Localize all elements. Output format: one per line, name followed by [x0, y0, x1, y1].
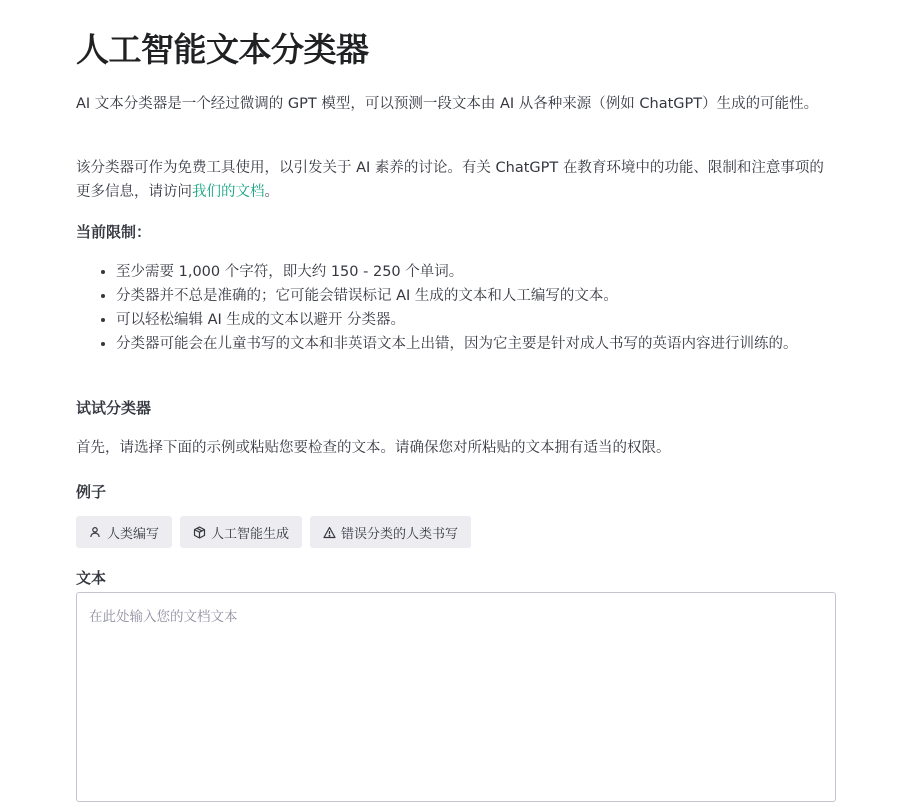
text-heading: 文本	[76, 569, 107, 587]
document-text-input[interactable]	[77, 593, 835, 801]
page-title: 人工智能文本分类器	[76, 30, 369, 69]
document-text-box	[76, 592, 836, 802]
example-misclassified-human-button[interactable]	[310, 516, 471, 548]
intro-paragraph-2-text: 该分类器可作为免费工具使用，以引发关于 AI 素养的讨论。有关 ChatGPT 在教育环境中的功能、限制和注意事项的更多信息，请访问	[76, 160, 824, 200]
user-icon	[88, 525, 102, 539]
example-buttons	[76, 516, 471, 548]
limitation-item: • 分类器并不总是准确的；它可能会错误标记 AI 生成的文本和人工编写的文本。	[116, 284, 836, 308]
docs-link[interactable]: 我们的文档	[192, 184, 265, 200]
intro-paragraph-2-end: 。	[264, 184, 279, 200]
limitations-heading: 当前限制：	[76, 223, 152, 241]
limitations-list	[76, 260, 836, 356]
example-button-label: 错误分类的人类书写	[341, 526, 459, 542]
warning-icon	[322, 525, 336, 539]
intro-paragraph-1: AI 文本分类器是一个经过微调的 GPT 模型，可以预测一段文本由 AI 从各种来源（例如 ChatGPT）生成的可能性。	[76, 96, 819, 112]
try-instructions: 首先，请选择下面的示例或粘贴您要检查的文本。请确保您对所粘贴的文本拥有适当的权限。	[76, 440, 671, 456]
try-classifier-heading: 试试分类器	[76, 399, 152, 417]
example-button-label: 人工智能生成	[211, 526, 290, 542]
example-button-label: 人类编写	[107, 526, 160, 542]
limitation-item: • 可以轻松编辑 AI 生成的文本以避开 分类器。	[116, 308, 836, 332]
examples-heading: 例子	[76, 483, 107, 501]
intro-paragraph-2	[76, 156, 836, 204]
limitation-item: • 至少需要 1,000 个字符，即大约 150 - 250 个单词。	[116, 260, 836, 284]
limitation-item: • 分类器可能会在儿童书写的文本和非英语文本上出错，因为它主要是针对成人书写的英语内容进行训练的。	[116, 332, 836, 356]
example-human-written-button[interactable]	[76, 516, 172, 548]
example-ai-generated-button[interactable]	[180, 516, 302, 548]
cube-icon	[192, 525, 206, 539]
